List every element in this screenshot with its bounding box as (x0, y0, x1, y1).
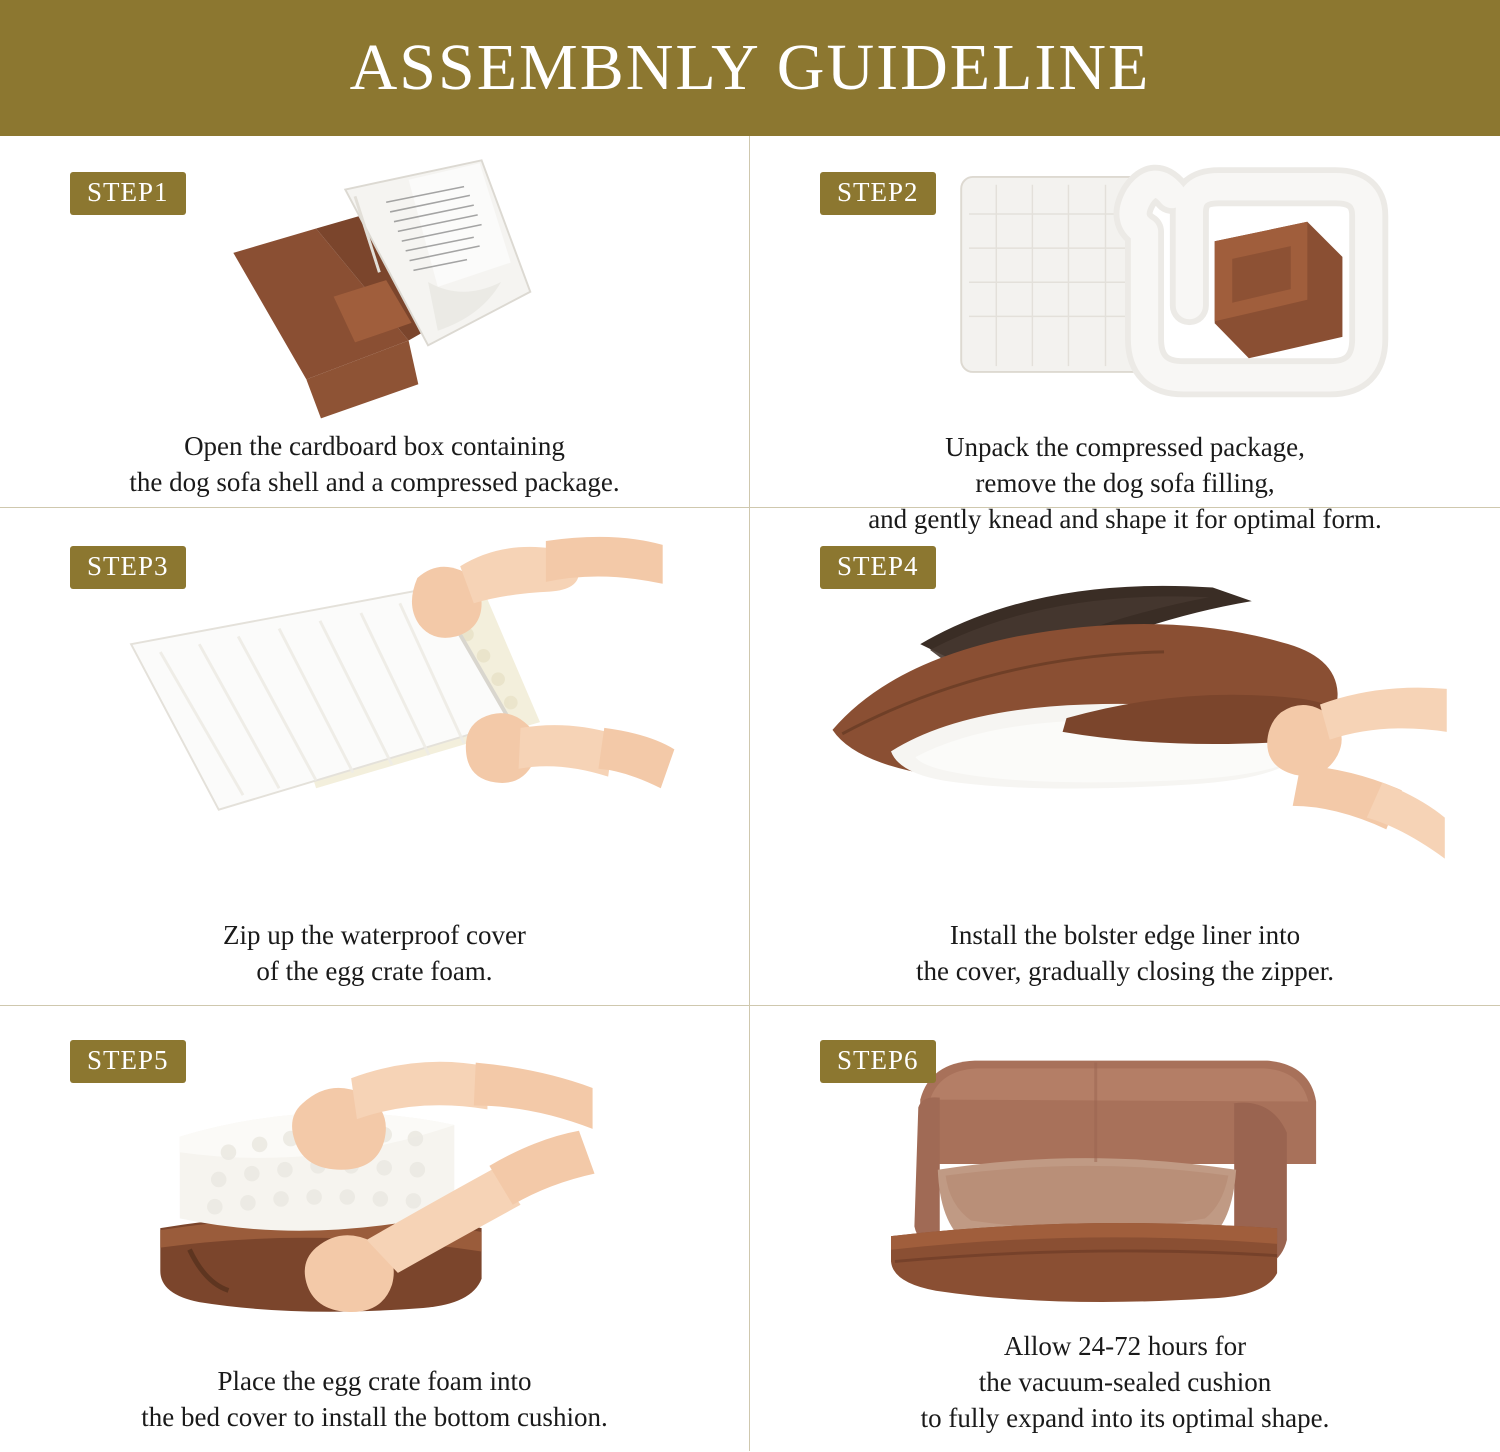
step-caption-6: Allow 24-72 hours for the vacuum-sealed cushion to fully expand into its optimal shape. (920, 1330, 1330, 1434)
step-cell-5 (0, 1006, 750, 1451)
step-caption-5: Place the egg crate foam into the bed cover to install the bottom cushion. (141, 1365, 608, 1432)
step-badge-6: STEP6 (820, 1040, 936, 1083)
step-caption-4: Install the bolster edge liner into the cover, gradually closing the zipper. (915, 919, 1335, 986)
step-caption-3: Zip up the waterproof cover of the egg crate foam. (223, 919, 526, 986)
step-badge-3: STEP3 (70, 546, 186, 589)
step-badge-1: STEP1 (70, 172, 186, 215)
step-badge-5: STEP5 (70, 1040, 186, 1083)
page-title: ASSEMBNLY GUIDELINE (349, 31, 1151, 104)
header-banner (0, 0, 1500, 136)
step-badge-2: STEP2 (820, 172, 936, 215)
step-cell-1 (0, 136, 750, 508)
step-cell-6 (750, 1006, 1500, 1451)
step-cell-4 (750, 508, 1500, 1006)
steps-grid (0, 136, 1500, 1451)
step-cell-3 (0, 508, 750, 1006)
step-caption-1: Open the cardboard box containing the dog sofa shell and a compressed package. (129, 431, 620, 498)
step-cell-2 (750, 136, 1500, 534)
step-caption-2: Unpack the compressed package, remove the dog sofa filling, and gently knead and shape it for optimal form. (868, 431, 1382, 534)
step-badge-4: STEP4 (820, 546, 936, 589)
